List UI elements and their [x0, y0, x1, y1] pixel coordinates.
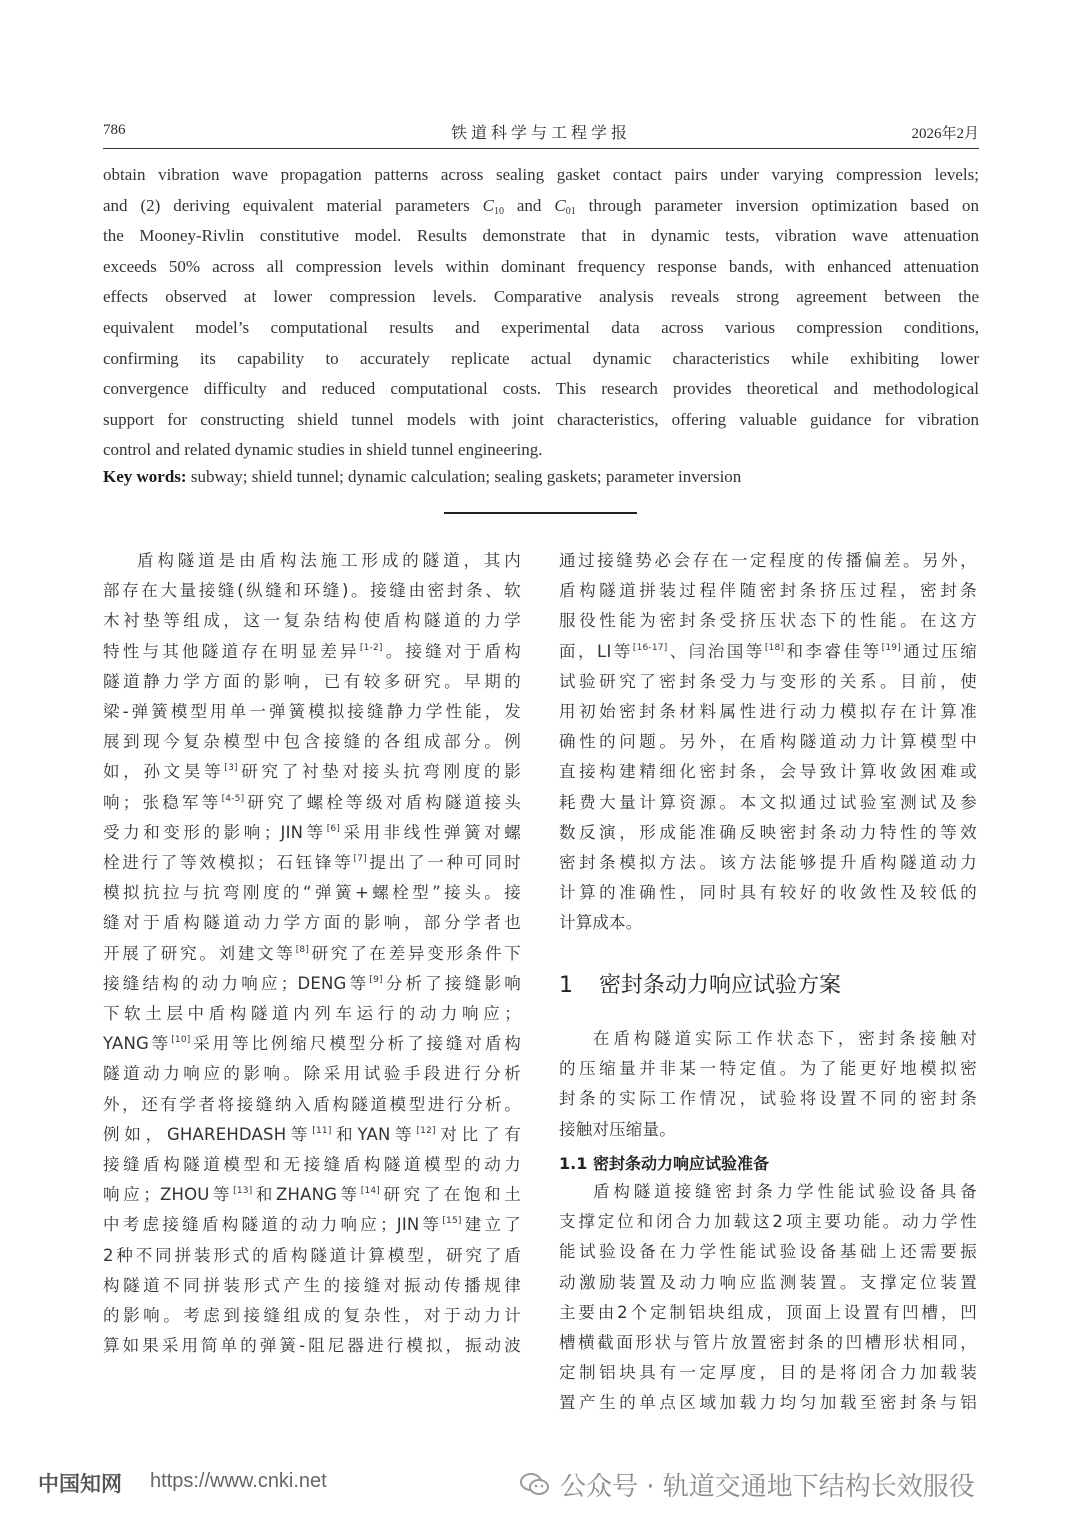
abstract-line: convergence difficulty and reduced computational costs. This research provides theoretical and methodological: [103, 379, 979, 399]
wechat-icon: [520, 1472, 550, 1496]
body-line: 耗费大量计算资源。本文拟通过试验室测试及参: [559, 792, 977, 812]
abstract-line: obtain vibration wave propagation patterns across sealing gasket contact pairs under varying compression levels;: [103, 165, 979, 184]
abstract-line: control and related dynamic studies in shield tunnel engineering.: [103, 440, 543, 460]
abstract-divider: [444, 512, 637, 514]
keywords-line: [103, 467, 979, 487]
body-line: 响应；ZHOU等[13]和ZHANG等[14]研究了在饱和土: [103, 1185, 522, 1205]
body-line: 用初始密封条材料属性进行动力模拟存在计算准: [559, 702, 977, 722]
body-line: 例如，GHAREHDASH等[11]和YAN等[12]对比了有: [103, 1124, 521, 1144]
abstract-line: equivalent model’s computational results and experimental data across various compression conditions,: [103, 317, 979, 337]
body-line: 定制铝块具有一定厚度，目的是将闭合力加载装: [559, 1363, 977, 1383]
body-line: 服役性能为密封条受挤压状态下的性能。在这方: [559, 611, 977, 631]
keywords-text: subway; shield tunnel; dynamic calculation; sealing gaskets; parameter inversion: [186, 467, 742, 486]
body-line: 支撑定位和闭合力加载这2项主要功能。动力学性: [559, 1212, 977, 1232]
section-1-1-body: [559, 1177, 977, 1419]
section-1-1-number: 1.1: [559, 1154, 588, 1173]
section-1-body: [559, 1024, 977, 1145]
cnki-logo-text: 中国知网: [38, 1472, 122, 1496]
abstract-line: exceeds 50% across all compression levels within dominant frequency response bands, with enhanced attenuation: [103, 256, 979, 276]
body-line: 面，LI等[16-17]、闫治国等[18]和李睿佳等[19]通过压缩: [559, 641, 978, 661]
body-line: 槽横截面形状与管片放置密封条的凹槽形状相同，: [559, 1333, 977, 1353]
body-line: 盾构隧道是由盾构法施工形成的隧道，其内: [137, 551, 521, 570]
section-1-title: 密封条动力响应试验方案: [599, 973, 842, 998]
body-line: 隧道静力学方面的影响，已有较多研究。早期的: [103, 671, 521, 691]
body-line: 梁-弹簧模型用单一弹簧模拟接缝静力学性能，发: [103, 702, 521, 722]
body-line: 动激励装置及动力响应监测装置。支撑定位装置: [559, 1272, 977, 1292]
cnki-url: https://www.cnki.net: [150, 1470, 327, 1492]
body-line: 通过接缝势必会存在一定程度的传播偏差。另外，: [559, 551, 977, 570]
keywords-label: Key words:: [103, 467, 187, 486]
abstract-line: the Mooney-Rivlin constitutive model. Results demonstrate that in dynamic tests, vibration wave attenuation: [103, 226, 979, 246]
watermark-footer: [0, 1460, 1080, 1510]
abstract-line: support for constructing shield tunnel models with joint characteristics, offering valuable guidance for vibration: [103, 409, 979, 429]
body-line: 如，孙文昊等[3]研究了衬垫对接头抗弯刚度的影: [103, 762, 521, 782]
body-line: 盾构隧道拼装过程伴随密封条挤压过程，密封条: [559, 581, 977, 601]
body-line: 试验研究了密封条受力与变形的关系。目前，使: [559, 671, 977, 691]
body-line: 接缝盾构隧道模型和无接缝盾构隧道模型的动力: [103, 1155, 521, 1175]
page-number: 786: [103, 122, 126, 138]
body-line: 置产生的单点区域加载力均匀加载至密封条与铝: [559, 1393, 977, 1413]
section-1-heading: [559, 968, 841, 999]
abstract-line: confirming its capability to accurately replicate actual dynamic characteristics while exhibiting lower: [103, 348, 979, 368]
running-header: [103, 120, 979, 149]
body-line: 确性的问题。另外，在盾构隧道动力计算模型中: [559, 732, 977, 752]
body-line: 计算成本。: [559, 913, 643, 933]
body-line: 密封条模拟方法。该方法能够提升盾构隧道动力: [559, 853, 977, 873]
section-1-1-heading: [559, 1151, 769, 1174]
body-line: 下软土层中盾构隧道内列车运行的动力响应；: [103, 1004, 521, 1024]
body-line: 隧道动力响应的影响。除采用试验手段进行分析: [103, 1064, 521, 1084]
abstract-line: effects observed at lower compression levels. Comparative analysis reveals strong agreement between the: [103, 287, 979, 307]
body-line: 部存在大量接缝(纵缝和环缝)。接缝由密封条、软: [103, 581, 521, 601]
body-line: 的压缩量并非某一特定值。为了能更好地模拟密: [559, 1059, 977, 1079]
body-line: 接缝结构的动力响应；DENG等[9]分析了接缝影响: [103, 973, 521, 993]
body-line: 栓进行了等效模拟；石钰锋等[7]提出了一种可同时: [103, 853, 521, 873]
body-line: 木衬垫等组成，这一复杂结构使盾构隧道的力学: [103, 611, 521, 631]
body-line: 在盾构隧道实际工作状态下，密封条接触对: [593, 1029, 977, 1048]
section-1-1-title: 密封条动力响应试验准备: [593, 1154, 770, 1173]
body-line: YANG等[10]采用等比例缩尺模型分析了接缝对盾构: [103, 1034, 521, 1054]
english-abstract: [103, 160, 979, 466]
body-line: 数反演，形成能准确反映密封条动力特性的等效: [559, 822, 977, 842]
body-line: 构隧道不同拼装形式产生的接缝对振动传播规律: [103, 1275, 521, 1295]
wechat-account: 公众号 · 轨道交通地下结构长效服役: [560, 1472, 975, 1502]
body-line: 响；张稳军等[4-5]研究了螺栓等级对盾构隧道接头: [103, 792, 521, 812]
body-line: 开展了研究。刘建文等[8]研究了在差异变形条件下: [103, 943, 521, 963]
body-line: 缝对于盾构隧道动力学方面的影响，部分学者也: [103, 913, 521, 933]
body-line: 能试验设备在力学性能试验设备基础上还需要振: [559, 1242, 977, 1262]
body-line: 受力和变形的影响；JIN等[6]采用非线性弹簧对螺: [103, 822, 521, 842]
body-line: 封条的实际工作情况，试验将设置不同的密封条: [559, 1089, 977, 1109]
body-line: 模拟抗拉与抗弯刚度的“弹簧+螺栓型”接头。接: [103, 883, 521, 903]
body-line: 特性与其他隧道存在明显差异[1-2]。接缝对于盾构: [103, 641, 521, 661]
journal-title: 铁道科学与工程学报: [450, 123, 631, 142]
issue-date: 2026年2月: [911, 126, 979, 142]
body-line: 外，还有学者将接缝纳入盾构隧道模型进行分析。: [103, 1094, 521, 1114]
body-line: 2种不同拼装形式的盾构隧道计算模型，研究了盾: [103, 1245, 521, 1265]
body-line: 算如果采用简单的弹簧-阻尼器进行模拟，振动波: [103, 1336, 521, 1356]
body-line: 计算的准确性，同时具有较好的收敛性及较低的: [559, 883, 977, 903]
left-column-body: [103, 546, 521, 1361]
right-column-intro: [559, 546, 977, 939]
abstract-line: and (2) deriving equivalent material parameters $C_{10}$ and $C_{01}$ through parameter inversion optimization based on: [103, 195, 979, 217]
body-line: 主要由2个定制铝块组成，顶面上设置有凹槽，凹: [559, 1302, 977, 1322]
body-line: 中考虑接缝盾构隧道的动力响应；JIN等[15]建立了: [103, 1215, 521, 1235]
body-line: 盾构隧道接缝密封条力学性能试验设备具备: [593, 1182, 977, 1201]
body-line: 直接构建精细化密封条，会导致计算收敛困难或: [559, 762, 977, 782]
section-1-number: 1: [559, 973, 573, 998]
body-line: 接触对压缩量。: [559, 1119, 676, 1139]
body-line: 的影响。考虑到接缝组成的复杂性，对于动力计: [103, 1306, 521, 1326]
body-line: 展到现今复杂模型中包含接缝的各组成部分。例: [103, 732, 521, 752]
